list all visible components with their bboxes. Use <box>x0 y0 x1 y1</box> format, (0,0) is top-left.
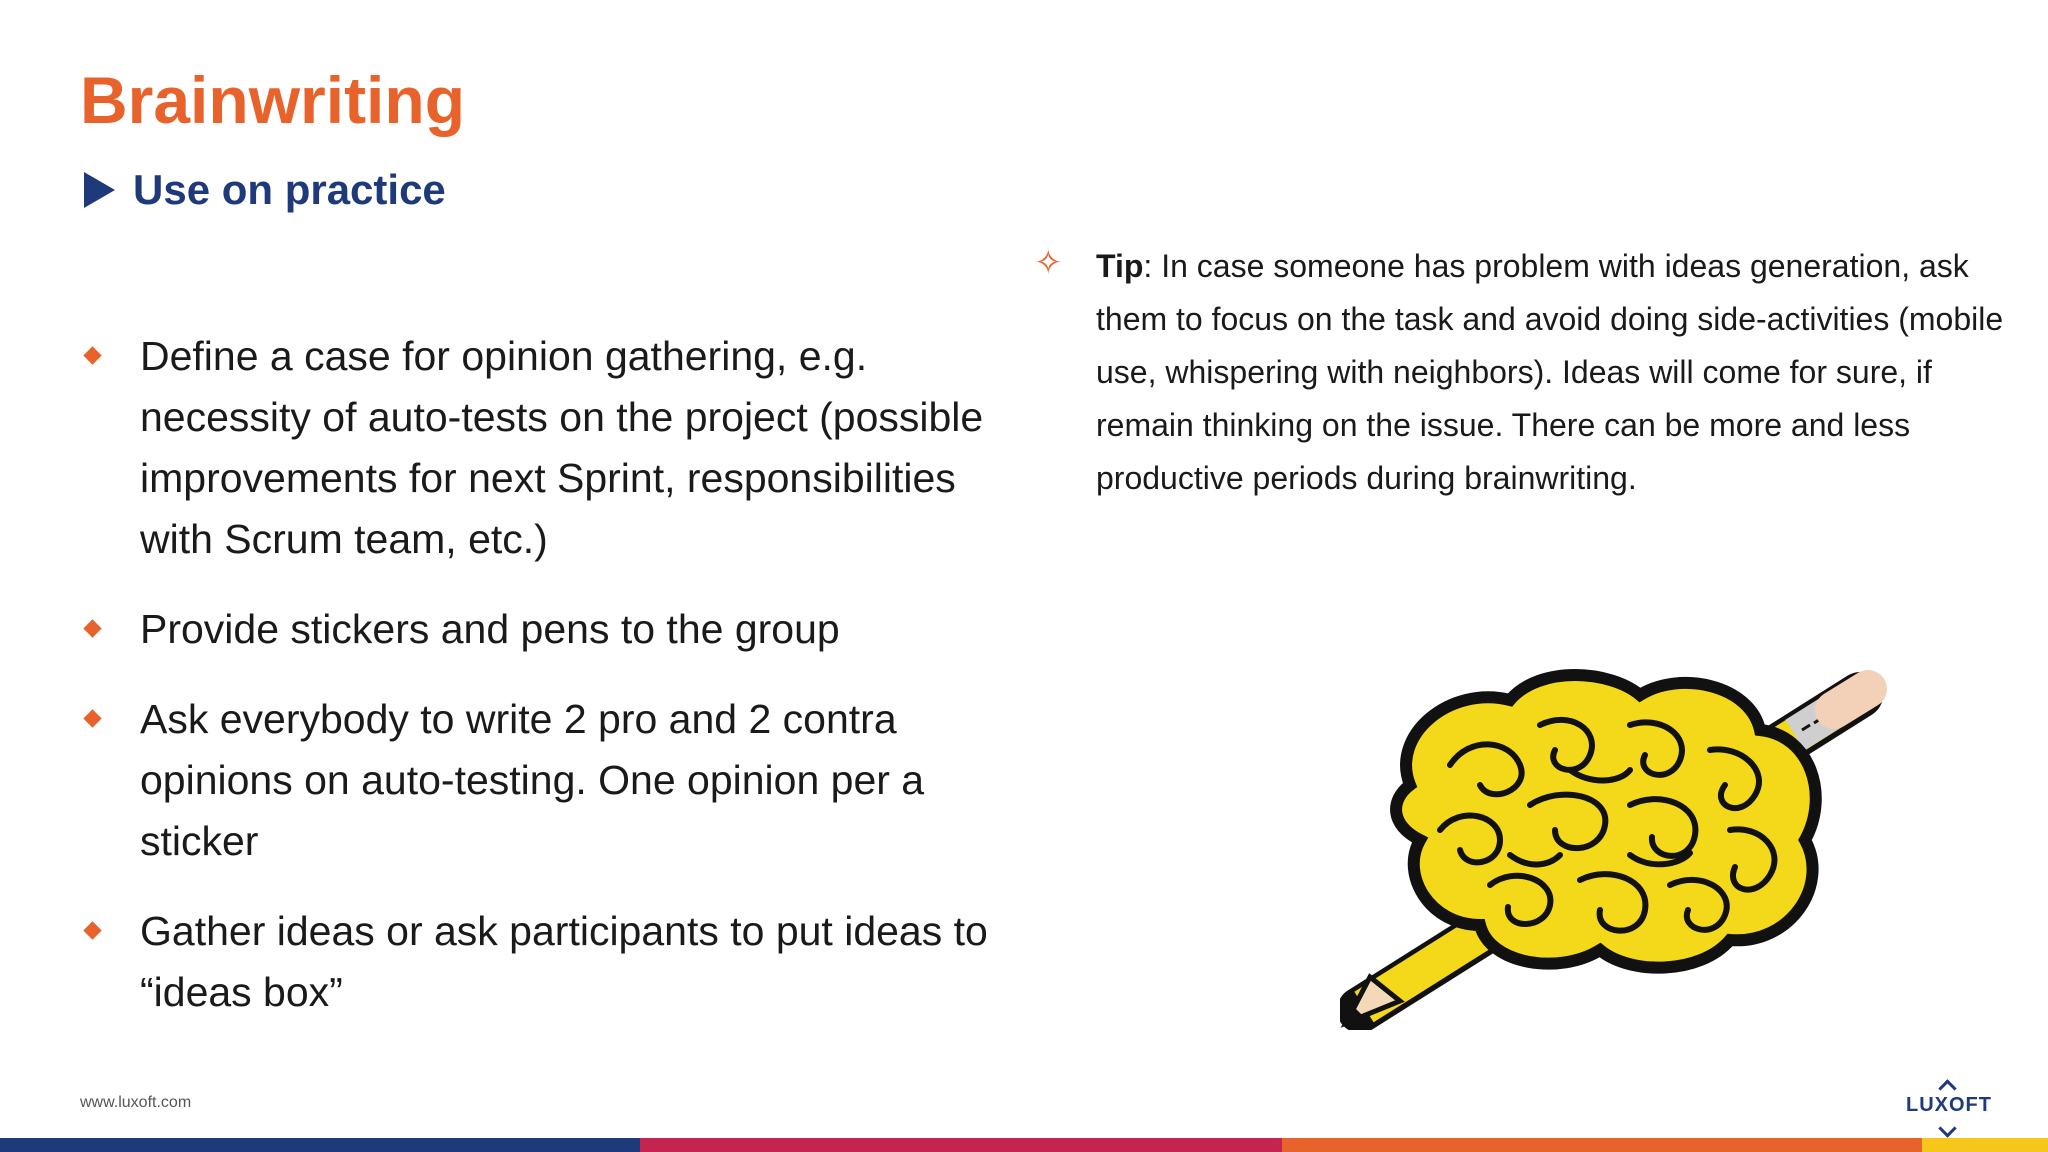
bullet-text: Provide stickers and pens to the group <box>140 606 840 652</box>
bullet-text: Gather ideas or ask participants to put ideas to “ideas box” <box>140 908 988 1015</box>
subtitle-label: Use on practice <box>133 166 446 213</box>
luxoft-logo <box>1894 1078 2004 1138</box>
tip-paragraph <box>1096 240 2014 505</box>
bullet-item <box>80 326 1000 570</box>
bullet-list <box>80 326 1000 1052</box>
logo-text: LUXOFT <box>1906 1094 1992 1116</box>
slide-subtitle <box>84 166 446 214</box>
tip-block <box>1034 240 2014 505</box>
slide-title: Brainwriting <box>80 63 466 137</box>
diamond-bullet-icon <box>83 346 101 364</box>
brain-pencil-illustration <box>1340 655 1900 1030</box>
bullet-item <box>80 901 1000 1023</box>
bar-segment-red <box>640 1138 1282 1152</box>
bottom-color-bar <box>0 1138 2048 1152</box>
tip-text: : In case someone has problem with ideas generation, ask them to focus on the task and avoid doing side-activities (mobile use, whispering with neighbors). Ideas will come for sure, if remain thinking on the issue. There can be more and less productive periods during brainwriting. <box>1096 248 2004 496</box>
bar-segment-blue <box>0 1138 640 1152</box>
tip-label: Tip <box>1096 248 1144 284</box>
diamond-bullet-icon <box>83 619 101 637</box>
bullet-text: Define a case for opinion gathering, e.g. necessity of auto-tests on the project (possible improvements for next Sprint, responsibilities with Scrum team, etc.) <box>140 333 984 562</box>
footer-url: www.luxoft.com <box>80 1094 192 1111</box>
bar-segment-yellow <box>1922 1138 2048 1152</box>
chevron-down-icon <box>1938 1119 1956 1137</box>
bullet-item <box>80 599 1000 660</box>
play-triangle-icon <box>84 172 115 208</box>
bullet-text: Ask everybody to write 2 pro and 2 contra opinions on auto-testing. One opinion per a sticker <box>140 696 925 864</box>
diamond-bullet-icon <box>83 709 101 727</box>
bullet-item <box>80 689 1000 872</box>
brain-icon <box>1396 675 1816 968</box>
sparkle-star-icon: ✧ <box>1034 244 1063 282</box>
bar-segment-orange <box>1282 1138 1922 1152</box>
diamond-bullet-icon <box>83 921 101 939</box>
